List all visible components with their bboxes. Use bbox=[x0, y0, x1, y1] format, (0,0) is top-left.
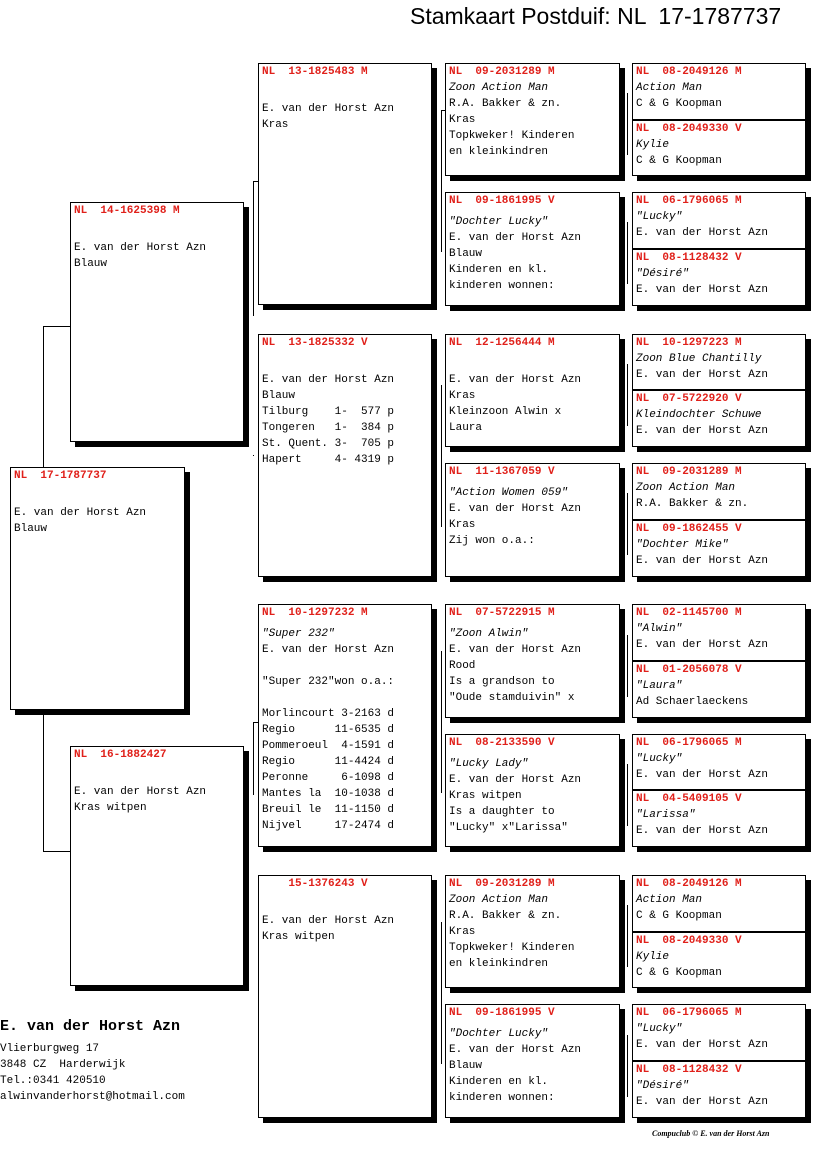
remark-line: Kinderen en kl. bbox=[449, 264, 549, 276]
pigeon-name: Kylie bbox=[636, 951, 670, 963]
breeder-line: E. van der Horst Azn bbox=[449, 503, 582, 515]
grandparent-card bbox=[258, 63, 432, 305]
connector-line bbox=[441, 385, 442, 527]
connector-line bbox=[441, 651, 442, 793]
ring-number: NL 06-1796065 M bbox=[636, 195, 742, 207]
pigeon-name: "Désiré" bbox=[636, 1080, 689, 1092]
pigeon-name: Action Man bbox=[636, 82, 703, 94]
ring-number: NL 09-1861995 V bbox=[449, 1007, 555, 1019]
connector-line bbox=[441, 922, 442, 1064]
ring-number: NL 06-1796065 M bbox=[636, 1007, 742, 1019]
owner-city: 3848 CZ Harderwijk bbox=[0, 1059, 126, 1071]
pigeon-name: Zoon Action Man bbox=[449, 894, 549, 906]
ancestor-card bbox=[632, 334, 806, 390]
result-line: Breuil le 11-1150 d bbox=[262, 804, 395, 816]
breeder-line: R.A. Bakker & zn. bbox=[449, 910, 562, 922]
ancestor-card bbox=[632, 1061, 806, 1118]
remark-line: en kleinkindren bbox=[449, 958, 549, 970]
remark-line: Is a grandson to bbox=[449, 676, 555, 688]
remark-line: en kleinkindren bbox=[449, 146, 549, 158]
ring-number: NL 09-1861995 V bbox=[449, 195, 555, 207]
ring-number: NL 09-2031289 M bbox=[449, 878, 555, 890]
connector-line bbox=[627, 764, 628, 826]
pigeon-name: "Super 232" bbox=[262, 628, 335, 640]
ring-number: NL 04-5409105 V bbox=[636, 793, 742, 805]
great-grandparent-card bbox=[445, 63, 620, 176]
connector-line bbox=[253, 722, 254, 795]
ring-number: NL 13-1825483 M bbox=[262, 66, 368, 78]
breeder-line: E. van der Horst Azn bbox=[449, 1044, 582, 1056]
ring-number: NL 08-1128432 V bbox=[636, 252, 742, 264]
great-grandparent-card bbox=[445, 1004, 620, 1118]
ring-number: NL 08-1128432 V bbox=[636, 1064, 742, 1076]
remark-line: Laura bbox=[449, 422, 483, 434]
pigeon-name: "Lucky Lady" bbox=[449, 758, 529, 770]
breeder-line: E. van der Horst Azn bbox=[636, 284, 769, 296]
grandparent-card bbox=[258, 604, 432, 847]
ring-number: NL 14-1625398 M bbox=[74, 205, 180, 217]
pigeon-name: "Lucky" bbox=[636, 753, 683, 765]
color-line: Blauw bbox=[14, 523, 48, 535]
ring-number: NL 07-5722920 V bbox=[636, 393, 742, 405]
pigeon-name: "Lucky" bbox=[636, 211, 683, 223]
pigeon-name: "Dochter Lucky" bbox=[449, 1028, 549, 1040]
connector-line bbox=[627, 222, 628, 284]
ring-number: 15-1376243 V bbox=[262, 878, 368, 890]
ring-number: NL 13-1825332 V bbox=[262, 337, 368, 349]
connector-line bbox=[627, 493, 628, 555]
connector-line bbox=[43, 851, 70, 852]
pigeon-name: "Larissa" bbox=[636, 809, 696, 821]
ancestor-card bbox=[632, 932, 806, 988]
remark-line: kinderen wonnen: bbox=[449, 1092, 555, 1104]
color-line: Kras witpen bbox=[449, 790, 522, 802]
ring-number: NL 09-2031289 M bbox=[449, 66, 555, 78]
breeder-line: E. van der Horst Azn bbox=[449, 644, 582, 656]
result-line: Peronne 6-1098 d bbox=[262, 772, 395, 784]
result-line: Regio 11-4424 d bbox=[262, 756, 395, 768]
breeder-line: E. van der Horst Azn bbox=[14, 507, 147, 519]
card-line bbox=[262, 85, 428, 101]
breeder-line: C & G Koopman bbox=[636, 967, 722, 979]
pigeon-name: Zoon Blue Chantilly bbox=[636, 353, 762, 365]
color-line: Kras bbox=[262, 119, 289, 131]
color-line: Kras bbox=[449, 390, 476, 402]
breeder-line: R.A. Bakker & zn. bbox=[636, 498, 749, 510]
ring-number: NL 11-1367059 V bbox=[449, 466, 555, 478]
breeder-line: E. van der Horst Azn bbox=[74, 786, 207, 798]
connector-line bbox=[43, 710, 44, 852]
great-grandparent-card bbox=[445, 192, 620, 306]
remark-line: Is a daughter to bbox=[449, 806, 555, 818]
ancestor-card bbox=[632, 120, 806, 176]
ring-number: NL 08-2049126 M bbox=[636, 66, 742, 78]
card-line bbox=[74, 224, 240, 240]
subject-pigeon-card bbox=[10, 467, 185, 710]
remark-line: kinderen wonnen: bbox=[449, 280, 555, 292]
connector-line bbox=[627, 905, 628, 967]
breeder-line: E. van der Horst Azn bbox=[636, 1039, 769, 1051]
grandparent-card bbox=[258, 334, 432, 577]
breeder-line: C & G Koopman bbox=[636, 910, 722, 922]
ring-number: NL 01-2056078 V bbox=[636, 664, 742, 676]
pigeon-name: "Dochter Lucky" bbox=[449, 216, 549, 228]
color-line: Blauw bbox=[74, 258, 108, 270]
ring-number: NL 08-2133590 V bbox=[449, 737, 555, 749]
color-line: Blauw bbox=[449, 1060, 483, 1072]
remark-line: Kleinzoon Alwin x bbox=[449, 406, 562, 418]
card-line bbox=[14, 489, 181, 505]
result-line: Mantes la 10-1038 d bbox=[262, 788, 395, 800]
ring-number: NL 12-1256444 M bbox=[449, 337, 555, 349]
breeder-line: E. van der Horst Azn bbox=[636, 555, 769, 567]
connector-line bbox=[253, 455, 254, 456]
breeder-line: E. van der Horst Azn bbox=[449, 774, 582, 786]
ancestor-card bbox=[632, 1004, 806, 1061]
remark-line: Topkweker! Kinderen bbox=[449, 942, 575, 954]
card-line bbox=[74, 768, 240, 784]
color-line: Blauw bbox=[262, 390, 296, 402]
pigeon-name: "Désiré" bbox=[636, 268, 689, 280]
pigeon-name: "Lucky" bbox=[636, 1023, 683, 1035]
connector-line bbox=[43, 326, 70, 327]
connector-line bbox=[43, 326, 44, 468]
card-line bbox=[262, 356, 428, 372]
ring-number: NL 10-1297232 M bbox=[262, 607, 368, 619]
pigeon-name: "Laura" bbox=[636, 680, 683, 692]
ancestor-card bbox=[632, 463, 806, 520]
result-line: Tilburg 1- 577 p bbox=[262, 406, 395, 418]
card-line bbox=[262, 658, 428, 674]
ancestor-card bbox=[632, 734, 806, 790]
great-grandparent-card bbox=[445, 875, 620, 988]
breeder-line: E. van der Horst Azn bbox=[449, 232, 582, 244]
breeder-line: C & G Koopman bbox=[636, 98, 722, 110]
ancestor-card bbox=[632, 63, 806, 120]
remark-line: Kinderen en kl. bbox=[449, 1076, 549, 1088]
connector-line bbox=[627, 364, 628, 426]
ancestor-card bbox=[632, 520, 806, 577]
sire-card bbox=[70, 202, 244, 442]
ring-number: NL 10-1297223 M bbox=[636, 337, 742, 349]
color-line: Blauw bbox=[449, 248, 483, 260]
owner-name: E. van der Horst Azn bbox=[0, 1018, 181, 1035]
pigeon-name: Zoon Action Man bbox=[636, 482, 736, 494]
ancestor-card bbox=[632, 249, 806, 306]
ring-number: NL 16-1882427 bbox=[74, 749, 167, 761]
result-line: Nijvel 17-2474 d bbox=[262, 820, 395, 832]
result-line: Regio 11-6535 d bbox=[262, 724, 395, 736]
pigeon-name: Zoon Action Man bbox=[449, 82, 549, 94]
card-line bbox=[449, 356, 616, 372]
owner-phone: Tel.:0341 420510 bbox=[0, 1075, 106, 1087]
breeder-line: E. van der Horst Azn bbox=[636, 1096, 769, 1108]
grandparent-card bbox=[258, 875, 432, 1118]
breeder-line: E. van der Horst Azn bbox=[636, 425, 769, 437]
breeder-line: R.A. Bakker & zn. bbox=[449, 98, 562, 110]
breeder-line: E. van der Horst Azn bbox=[74, 242, 207, 254]
card-line: "Super 232"won o.a.: bbox=[262, 676, 395, 688]
breeder-line: E. van der Horst Azn bbox=[262, 644, 395, 656]
owner-email: alwinvanderhorst@hotmail.com bbox=[0, 1091, 185, 1103]
result-line: St. Quent. 3- 705 p bbox=[262, 438, 395, 450]
ancestor-card bbox=[632, 875, 806, 932]
ancestor-card bbox=[632, 661, 806, 718]
ring-number: NL 17-1787737 bbox=[14, 470, 107, 482]
color-line: Kras witpen bbox=[74, 802, 147, 814]
pigeon-name: "Action Women 059" bbox=[449, 487, 568, 499]
result-line: Pommeroeul 4-1591 d bbox=[262, 740, 395, 752]
color-line: Kras witpen bbox=[262, 931, 335, 943]
owner-address: Vlierburgweg 17 bbox=[0, 1043, 100, 1055]
color-line: Kras bbox=[449, 926, 476, 938]
ring-number: NL 09-1862455 V bbox=[636, 523, 742, 535]
connector-line bbox=[627, 93, 628, 155]
pigeon-name: "Dochter Mike" bbox=[636, 539, 729, 551]
breeder-line: E. van der Horst Azn bbox=[636, 369, 769, 381]
result-line: Tongeren 1- 384 p bbox=[262, 422, 395, 434]
ring-number: NL 06-1796065 M bbox=[636, 737, 742, 749]
breeder-line: E. van der Horst Azn bbox=[636, 227, 769, 239]
breeder-line: E. van der Horst Azn bbox=[636, 825, 769, 837]
breeder-line: E. van der Horst Azn bbox=[636, 639, 769, 651]
page-title: Stamkaart Postduif: NL 17-1787737 bbox=[410, 3, 782, 29]
ring-number: NL 09-2031289 M bbox=[636, 466, 742, 478]
color-line: Rood bbox=[449, 660, 476, 672]
remark-line: Zij won o.a.: bbox=[449, 535, 535, 547]
breeder-line: E. van der Horst Azn bbox=[636, 769, 769, 781]
connector-line bbox=[253, 181, 254, 316]
card-line bbox=[262, 897, 428, 913]
great-grandparent-card bbox=[445, 734, 620, 847]
pigeon-name: Kleindochter Schuwe bbox=[636, 409, 762, 421]
breeder-line: E. van der Horst Azn bbox=[262, 915, 395, 927]
color-line: Kras bbox=[449, 519, 476, 531]
ring-number: NL 08-2049330 V bbox=[636, 935, 742, 947]
ring-number: NL 08-2049330 V bbox=[636, 123, 742, 135]
card-line bbox=[262, 690, 428, 706]
dam-card bbox=[70, 746, 244, 986]
great-grandparent-card bbox=[445, 604, 620, 718]
connector-line bbox=[441, 110, 442, 252]
ancestor-card bbox=[632, 790, 806, 847]
pigeon-name: Kylie bbox=[636, 139, 670, 151]
great-grandparent-card bbox=[445, 463, 620, 577]
ring-number: NL 07-5722915 M bbox=[449, 607, 555, 619]
pigeon-name: "Zoon Alwin" bbox=[449, 628, 529, 640]
breeder-line: E. van der Horst Azn bbox=[449, 374, 582, 386]
copyright-footer: Compuclub © E. van der Horst Azn bbox=[652, 1129, 770, 1138]
remark-line: Topkweker! Kinderen bbox=[449, 130, 575, 142]
breeder-line: C & G Koopman bbox=[636, 155, 722, 167]
remark-line: "Lucky" x"Larissa" bbox=[449, 822, 568, 834]
pigeon-name: Action Man bbox=[636, 894, 703, 906]
breeder-line: E. van der Horst Azn bbox=[262, 103, 395, 115]
great-grandparent-card bbox=[445, 334, 620, 447]
remark-line: "Oude stamduivin" x bbox=[449, 692, 575, 704]
color-line: Kras bbox=[449, 114, 476, 126]
result-line: Morlincourt 3-2163 d bbox=[262, 708, 395, 720]
connector-line bbox=[627, 635, 628, 697]
ancestor-card bbox=[632, 390, 806, 447]
pigeon-name: "Alwin" bbox=[636, 623, 683, 635]
result-line: Hapert 4- 4319 p bbox=[262, 454, 395, 466]
breeder-line: E. van der Horst Azn bbox=[262, 374, 395, 386]
ring-number: NL 08-2049126 M bbox=[636, 878, 742, 890]
ring-number: NL 02-1145700 M bbox=[636, 607, 742, 619]
ancestor-card bbox=[632, 192, 806, 249]
breeder-line: Ad Schaerlaeckens bbox=[636, 696, 749, 708]
connector-line bbox=[627, 1035, 628, 1097]
ancestor-card bbox=[632, 604, 806, 661]
